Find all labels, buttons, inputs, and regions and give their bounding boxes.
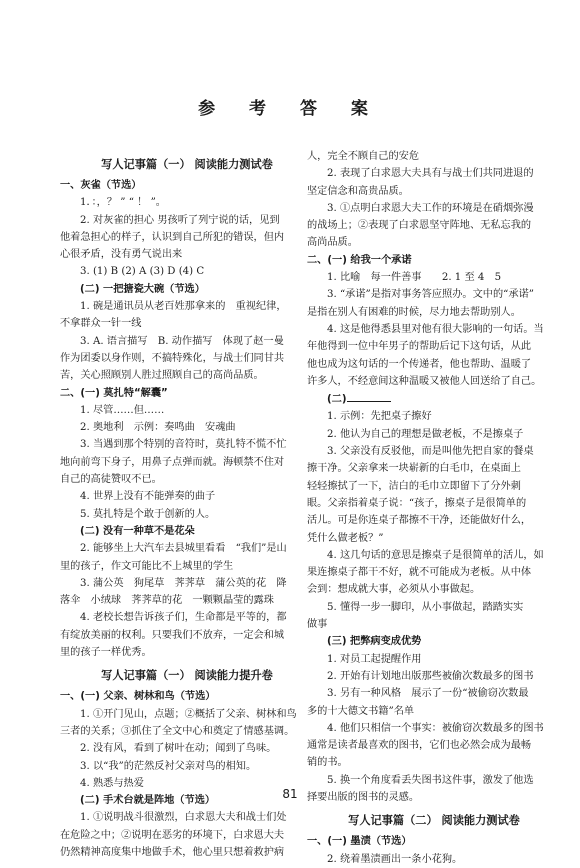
subsection-heading: 二、(一) 莫扎特“解囊” [60, 387, 168, 399]
answer-line: 轻轻擦拭了一下，洁白的毛巾立即留下了分外刺 [307, 480, 521, 492]
answer-line: 1．：，？ ” “ ！ ”。 [80, 197, 166, 209]
answer-line: 1. 比喻 每一件善事 2. 1 至 4 5 [327, 272, 502, 284]
blank-title-line [347, 390, 391, 402]
answer-line: 2. 对灰雀的担心 男孩听了列宁说的话，见到 [80, 214, 280, 226]
answer-line: 3. 另有一种风格 展示了一份“被偷窃次数最 [327, 688, 529, 700]
answer-line: 2. 绕着墨渍画出一条小花狗。 [327, 853, 463, 865]
section-title: 写人记事篇（一） 阅读能力提升卷 [101, 669, 273, 683]
answer-line: 1. 尽管……但…… [80, 404, 165, 416]
answer-line: 3. 蒲公英 狗尾草 荠荠草 蒲公英的花 降 [80, 577, 287, 589]
answer-line: 做事 [307, 619, 328, 631]
answer-line: 擦干净。父亲拿来一块崭新的白毛巾，在桌面上 [307, 463, 521, 475]
answer-line: 2. 表现了白求恩大夫具有与战士们共同进退的 [327, 168, 534, 180]
answer-line: 有绽放美丽的权利。只要我们不放弃，一定会和城 [60, 629, 285, 641]
subsection-heading: (三) 把弊病变成优势 [327, 636, 422, 648]
answer-line: 1. 示例：先把桌子擦好 [327, 411, 432, 423]
answer-line: 1. 碗是通讯员从老百姓那拿来的 重视纪律， [80, 301, 287, 313]
answer-line: 坚定信念和高贵品质。 [307, 185, 409, 197]
right-column [307, 148, 561, 868]
answer-line: 销的书。 [307, 757, 348, 769]
answer-line: 苦，关心照顾别人胜过照顾自己的高尚品质。 [60, 370, 264, 382]
answer-line: 2. 能够坐上大汽车去县城里看看 “我们”是山 [80, 543, 287, 555]
answer-line: 会到：想成就大事，必须从小事做起。 [307, 584, 481, 596]
answer-line: 心很矛盾，没有勇气说出来 [60, 249, 183, 261]
subsection-heading: 二、(一) 给我一个承诺 [307, 254, 412, 266]
page-number: 81 [282, 787, 298, 801]
answer-line: 是指在别人有困难的时候，尽力地去帮助别人。 [307, 306, 521, 318]
subsection-heading: (二) 没有一种草不是花朵 [80, 525, 195, 537]
subsection-heading: (二) 一把搪瓷大碗（节选） [80, 283, 205, 295]
answer-line: 果连擦桌子都干不好，就不可能成为老板。从中体 [307, 567, 532, 579]
answer-line: 2. 没有风，看到了树叶在动；闻到了鸟味。 [80, 743, 277, 755]
answer-line: 4. 他们只相信一个事实：被偷窃次数最多的图书 [327, 722, 544, 734]
answer-line: 3. A. 语言描写 B. 动作描写 体现了赵一曼 [80, 335, 284, 347]
answer-line: 三者的关系；③抓住了全文中心和奠定了情感基调。 [60, 725, 295, 737]
answer-line: 的战场上；②表现了白求恩坚守阵地、无私忘我的 [307, 220, 532, 232]
section-title: 写人记事篇（一） 阅读能力测试卷 [101, 158, 273, 171]
answer-line: 4. 这是他得悉县里对他有很大影响的一句话。当 [327, 323, 544, 335]
answer-line: 择要出版的图书的灵感。 [307, 791, 420, 803]
answer-line: 4. 世界上没有不能弹奏的曲子 [80, 491, 216, 503]
answer-line: 3. (1) B (2) A (3) D (4) C [80, 266, 205, 278]
answer-line: 作为团委以身作则，不搞特殊化，与战士们同甘共 [60, 352, 285, 364]
answer-line: 2. 开始有计划地出版那些被偷次数最多的图书 [327, 670, 534, 682]
answer-line: 凭什么做老板？” [307, 532, 384, 544]
answer-line: 高尚品质。 [307, 237, 358, 249]
answer-line: 年他得到一位中年男子的帮助后记下这句话，从此 [307, 341, 532, 353]
answer-line: 活儿。可是你连桌子都擦不干净，还能做好什么， [307, 515, 532, 527]
answer-line: 仍然精神高度集中地做手术，他心里只想着救护病 [60, 846, 285, 858]
answer-line: 在危险之中；②说明在恶劣的环境下，白求恩大夫 [60, 829, 285, 841]
answer-line: 5. 换一个角度看丢失图书这件事，激发了他选 [327, 774, 534, 786]
answer-line: 多的十大德文书籍”名单 [307, 705, 415, 717]
subsection-heading: 一、灰雀（节选） [60, 180, 142, 191]
left-column [60, 150, 314, 861]
answer-line: 落伞 小绒球 荠荠草的花 一颗颗晶莹的露珠 [60, 595, 274, 607]
answer-line: 3. ①点明白求恩大夫工作的环境是在硝烟弥漫 [327, 202, 534, 214]
answer-line: 通常是读者最喜欢的图书，它们也必然会成为最畅 [307, 740, 532, 752]
answer-line: 4. 熟悉与热爱 [80, 777, 144, 789]
section-title: 写人记事篇（二） 阅读能力测试卷 [348, 814, 520, 828]
answer-line: 里的孩子，作文可能比不上城里的学生 [60, 560, 234, 572]
subsection-number: (二) [327, 394, 347, 406]
subsection-heading: (二) 手术台就是阵地（节选） [80, 795, 216, 807]
page-title: 参 考 答 案 [198, 99, 382, 119]
answer-line: 2. 他认为自己的理想是做老板，不是擦桌子 [327, 428, 524, 440]
answer-line: 1. 对员工起提醒作用 [327, 653, 422, 665]
answer-line: 1. ①说明战斗很激烈，白求恩大夫和战士们处 [80, 812, 287, 824]
answer-line: 眼。父亲指着桌子说：“孩子，擦桌子是很简单的 [307, 497, 527, 509]
answer-line: 地向前弯下身子，用鼻子点弹而就。海顿禁不住对 [60, 456, 285, 468]
answer-line: 5. 懂得一步一脚印，从小事做起，踏踏实实 [327, 601, 524, 613]
answer-line: 不拿群众一针一线 [60, 318, 142, 330]
answer-line: 他着急担心的样子，认识到自己所犯的错误，但内 [60, 231, 285, 243]
subsection-heading: 一、(一) 墨渍（节选） [307, 836, 412, 848]
answer-line: 许多人，不经意间这种温暖又被他人回送给了自己。 [307, 375, 542, 387]
answer-line: 3. 以“我”的茫然反衬父亲对鸟的相知。 [80, 760, 257, 772]
subsection-heading: 一、(一) 父亲、树林和鸟（节选） [60, 691, 216, 703]
answer-line: 里的孩子一样优秀。 [60, 647, 152, 659]
answer-line: 1. ①开门见山，点题；②概括了父亲、树林和鸟 [80, 708, 297, 720]
answer-line: 4. 老校长想告诉孩子们，生命都是平等的，都 [80, 612, 287, 624]
answer-line: 自己的高徒赞叹不已。 [60, 474, 162, 486]
subsection-heading [307, 390, 561, 408]
answer-line: 3. “承诺”是指对事务答应照办。文中的“承诺” [327, 289, 534, 301]
answer-line: 4. 这几句话的意思是擦桌子是很简单的活儿，如 [327, 549, 544, 561]
answer-line: 3. 当遇到那个特别的音符时，莫扎特不慌不忙 [80, 439, 287, 451]
answer-line: 3. 父亲没有反驳他，而是叫他先把自家的餐桌 [327, 446, 534, 458]
answer-line: 2. 奥地利 示例：奏鸣曲 安魂曲 [80, 422, 236, 434]
answer-line: 他也成为这句话的一个传递者，他也帮助、温暖了 [307, 358, 532, 370]
answer-line: 人，完全不顾自己的安危 [307, 151, 420, 162]
answer-line: 5. 莫扎特是个敢于创新的人。 [80, 508, 216, 520]
